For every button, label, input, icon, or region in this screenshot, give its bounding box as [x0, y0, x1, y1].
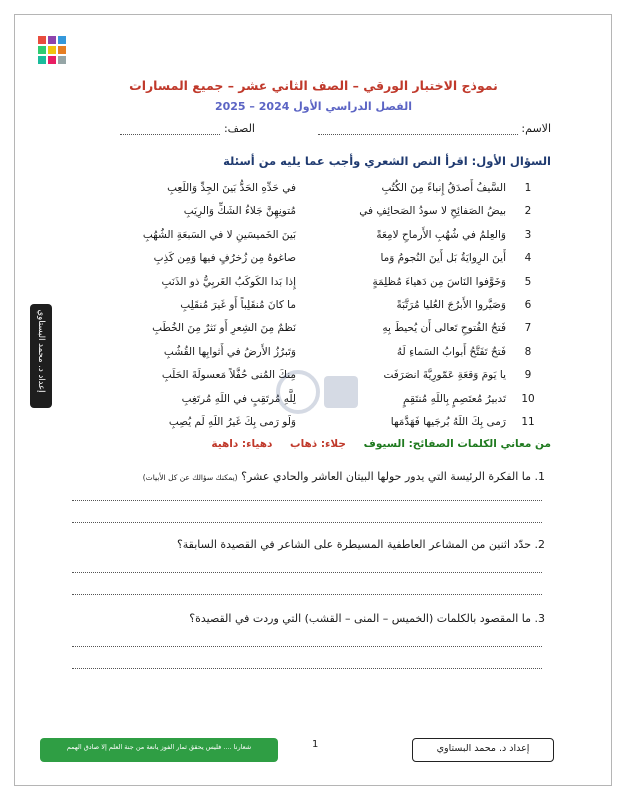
verse-row	[86, 274, 536, 297]
question-text: 2. حدّد اثنين من المشاعر العاطفية المسيطرة على الشاعر في القصيدة السابقة؟	[176, 538, 545, 551]
verse-number: 3	[524, 228, 532, 241]
footer-slogan: شعارنا .... فليس يحقق ثمار الفوز يانعة من جنة العلم إلا صادق الهمم	[66, 743, 252, 751]
answer-line[interactable]	[72, 522, 542, 523]
verse-first-half: أَينَ الرِوايَةُ بَل أَينَ النُجومُ وَما	[380, 252, 506, 265]
name-blank[interactable]	[318, 134, 518, 135]
verse-row	[86, 227, 536, 250]
logo-tile	[58, 36, 66, 44]
verse-number: 8	[524, 345, 532, 358]
question-text: 1. ما الفكرة الرئيسة التي يدور حولها البيتان العاشر والحادي عشر؟	[241, 470, 545, 483]
verse-number: 11	[521, 415, 535, 428]
exam-title: نموذج الاختبار الورقي – الصف الثاني عشر – جميع المسارات	[129, 78, 498, 93]
question-item	[189, 612, 545, 625]
verse-first-half: يا يَومَ وَقعَةِ عَمّورِيَّةَ انصَرَفَت	[383, 369, 506, 382]
logo-tile	[38, 56, 46, 64]
question-text: 3. ما المقصود بالكلمات (الخميس – المنى – القشب) التي وردت في القصيدة؟	[189, 612, 545, 625]
side-banner-text: إعداد د. محمد البستاوي	[36, 309, 46, 393]
verse-first-half: السَّيفُ أَصدَقُ إِنباءً مِنَ الكُتُبِ	[381, 182, 506, 194]
class-blank[interactable]	[120, 134, 220, 135]
class-label: الصف:	[223, 122, 255, 135]
exam-subtitle: الفصل الدراسي الأول 2024 – 2025	[214, 100, 413, 113]
name-label: الاسم:	[521, 122, 551, 135]
question-item	[143, 470, 545, 483]
vocab-entry: جلاء: ذهاب	[290, 438, 346, 450]
logo-tile	[38, 36, 46, 44]
verse-number: 2	[524, 205, 532, 218]
verse-row	[86, 203, 536, 226]
logo-tile	[38, 46, 46, 54]
logo-tile	[48, 36, 56, 44]
verse-row	[86, 180, 536, 203]
verse-first-half: وَصَيَّروا الأَبرُجَ العُليا مُرَتَّبَةً	[396, 298, 506, 311]
verse-first-half: فَتحُ الفُتوحِ تَعالى أَن يُحيطَ بِهِ	[382, 322, 506, 335]
verse-row	[86, 250, 536, 273]
logo-tile	[58, 46, 66, 54]
verse-second-half: وَلَو رَمى بِكَ غَيرُ اللَهِ لَم يُصِبِ	[168, 415, 296, 428]
logo-tile	[48, 56, 56, 64]
verse-second-half: مِنكَ المُنى حُفَّلاً مَعسولَةَ الحَلَبِ	[161, 369, 296, 382]
question-item	[177, 538, 545, 551]
answer-line[interactable]	[72, 572, 542, 573]
watermark-icon	[268, 362, 364, 422]
verse-second-half: ما كانَ مُنقَلِباً أَو غَيرَ مُنقَلِبِ	[180, 298, 296, 311]
verse-first-half: وَالعِلمُ في شُهُبِ الأَرماحِ لامِعَةً	[376, 228, 506, 241]
verse-row	[86, 320, 536, 343]
verse-number: 4	[524, 252, 532, 265]
page-number: 1	[312, 739, 319, 750]
footer-author: إعداد د. محمد البستاوي	[436, 743, 530, 754]
verse-second-half: صاغوهُ مِن زُخرُفٍ فيها وَمِن كَذِبِ	[153, 252, 296, 265]
logo-tile	[48, 46, 56, 54]
verse-number: 7	[524, 322, 532, 335]
answer-line[interactable]	[72, 646, 542, 647]
verse-first-half: رَمى بِكَ اللَهُ بُرجَيها فَهَدَّمَها	[390, 415, 506, 428]
vocabulary-meanings	[211, 438, 551, 450]
verse-second-half: مُتونِهِنَّ جَلاءُ الشَكِّ وَالرِيَبِ	[183, 205, 296, 218]
answer-line[interactable]	[72, 668, 542, 669]
verse-first-half: وَخَوَّفوا النَاسَ مِن دَهياءَ مُظلِمَةٍ	[372, 275, 506, 288]
verse-second-half: لِلَّهِ مُرتَقِبٍ في اللَهِ مُرتَغِبِ	[181, 392, 296, 405]
verse-second-half: نَظمٌ مِنَ الشِعرِ أَو نَثرٌ مِنَ الخُطَبِ	[152, 322, 296, 335]
verse-second-half: إِذا بَدا الكَوكَبُ الغَربِيُّ ذو الذَنَبِ	[161, 275, 296, 288]
logo-tile	[58, 56, 66, 64]
school-logo	[38, 36, 68, 82]
verse-second-half: في حَدِّهِ الحَدُّ بَينَ الجِدِّ وَاللَعِبِ	[167, 182, 296, 194]
verse-number: 9	[524, 369, 532, 382]
answer-line[interactable]	[72, 594, 542, 595]
student-name-field[interactable]	[318, 122, 551, 135]
question1-heading: السؤال الأول: اقرأ النص الشعري وأجب عما يليه من أسئلة	[223, 154, 551, 168]
answer-line[interactable]	[72, 500, 542, 501]
verse-number: 10	[521, 392, 535, 405]
verse-first-half: بيضُ الصَفائِحِ لا سودُ الصَحائِفِ في	[359, 205, 506, 218]
verse-number: 1	[524, 182, 532, 194]
verse-number: 6	[524, 298, 532, 311]
verse-number: 5	[524, 275, 532, 288]
verse-second-half: وَتَبرُزُ الأَرضُ في أَثوابِها القُشُبِ	[163, 345, 296, 358]
verse-row	[86, 297, 536, 320]
vocab-entry: دهياء: داهية	[211, 438, 273, 450]
verse-first-half: فَتحٌ تَفَتَّحُ أَبوابُ السَماءِ لَهُ	[396, 345, 506, 358]
vocab-label: من معاني الكلمات الصفائح: السيوف	[363, 438, 551, 450]
verse-first-half: تَدبيرُ مُعتَصِمٍ بِاللَهِ مُنتَقِمٍ	[403, 392, 506, 405]
verse-second-half: بَينَ الخَميسَينِ لا في السَبعَةِ الشُهُبِ	[142, 228, 296, 241]
student-class-field[interactable]	[120, 122, 255, 135]
question-note: (يمكنك سؤالك عن كل الأبيات)	[142, 473, 238, 482]
